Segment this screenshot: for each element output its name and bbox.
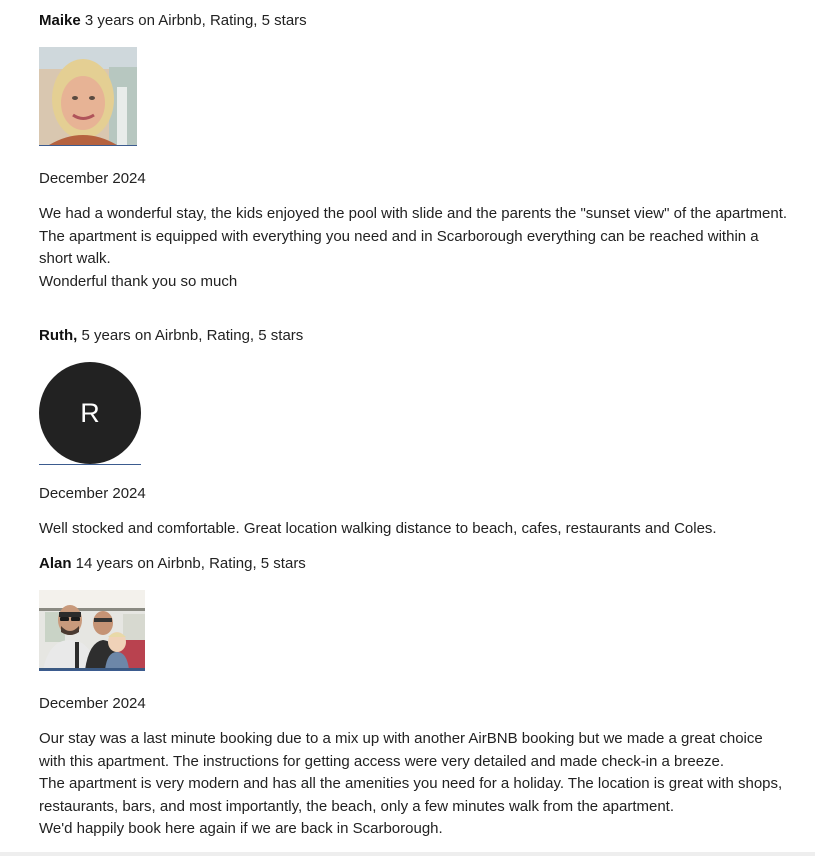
- reviewer-name: Alan: [39, 555, 72, 572]
- review-date: December 2024: [39, 170, 146, 187]
- reviewer-line: [39, 553, 789, 575]
- review-date: December 2024: [39, 695, 146, 712]
- review-card: [39, 10, 789, 293]
- reviewer-avatar-link[interactable]: [39, 362, 141, 465]
- review-text-line: Our stay was a last minute booking due to a mix up with another AirBNB booking but we made a great choice with this apartment. The instructions for getting access were very detailed and made check-in a breeze.: [39, 730, 763, 770]
- reviewer-name: Maike: [39, 12, 81, 29]
- review-text: [39, 728, 789, 841]
- avatar-photo: [39, 590, 145, 670]
- reviewer-meta: 14 years on Airbnb, Rating, 5 stars: [71, 555, 306, 572]
- review-text-line: The apartment is equipped with everything you need and in Scarborough everything can be reached within a short walk.: [39, 227, 759, 267]
- review-text: [39, 518, 789, 541]
- reviewer-line: [39, 325, 789, 347]
- review-card: [39, 553, 789, 841]
- review-text-line: The apartment is very modern and has all the amenities you need for a holiday. The location is great with shops, restaurants, bars, and most importantly, the beach, only a few minutes walk from the apartment.: [39, 775, 783, 815]
- reviewer-meta: 5 years on Airbnb, Rating, 5 stars: [77, 327, 304, 344]
- divider: [0, 852, 815, 856]
- avatar-initial: R: [39, 362, 141, 464]
- review-text-line: We had a wonderful stay, the kids enjoyed the pool with slide and the parents the "sunset view" of the apartment.: [39, 205, 788, 222]
- review-text-line: Well stocked and comfortable. Great location walking distance to beach, cafes, restaurants and Coles.: [39, 520, 717, 537]
- reviewer-name: Ruth,: [39, 327, 78, 344]
- reviewer-line: [39, 10, 789, 32]
- review-text: [39, 203, 789, 293]
- review-card: [39, 325, 789, 541]
- review-date: December 2024: [39, 485, 146, 502]
- avatar-photo: [39, 47, 137, 145]
- reviewer-avatar-link[interactable]: [39, 590, 145, 671]
- reviewer-avatar-link[interactable]: [39, 47, 137, 146]
- review-text-line: Wonderful thank you so much: [39, 272, 238, 290]
- review-text-line: We'd happily book here again if we are back in Scarborough.: [39, 820, 443, 837]
- reviewer-meta: 3 years on Airbnb, Rating, 5 stars: [80, 12, 307, 29]
